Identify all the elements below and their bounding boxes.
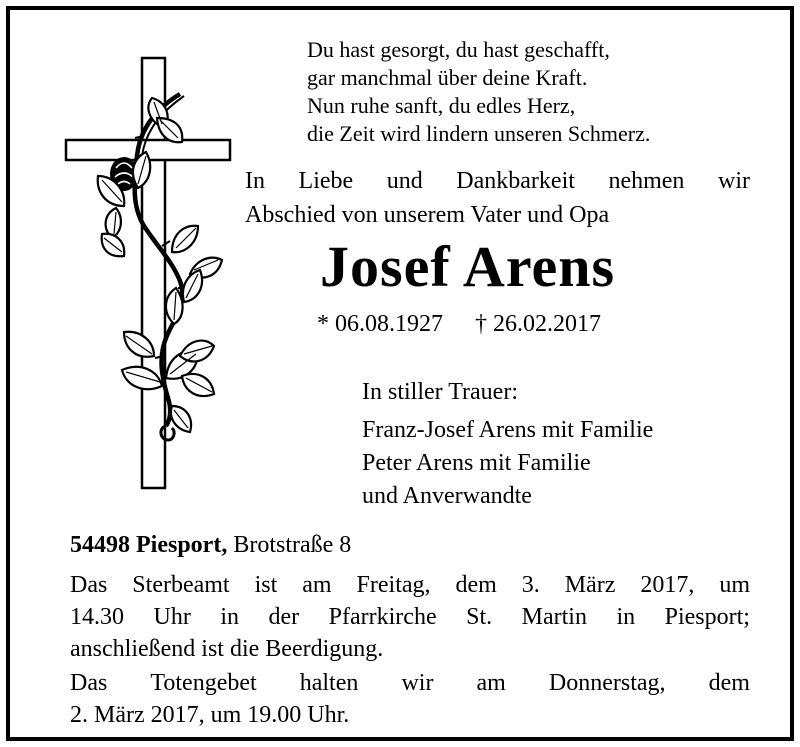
intro-word: Dankbarkeit bbox=[456, 168, 575, 194]
funeral-word: St. bbox=[466, 604, 493, 630]
funeral-word: 14.30 bbox=[70, 604, 124, 630]
intro-word: In bbox=[245, 168, 265, 194]
mourner-name: Peter Arens mit Familie bbox=[362, 450, 591, 476]
funeral-word: Uhr bbox=[153, 604, 191, 630]
deceased-name: Josef Arens bbox=[320, 234, 616, 299]
poem-line: die Zeit wird lindern unseren Schmerz. bbox=[307, 121, 651, 146]
intro-word: wir bbox=[717, 168, 750, 194]
funeral-line-2 bbox=[70, 601, 750, 633]
poem-line: Nun ruhe sanft, du edles Herz, bbox=[307, 93, 576, 118]
life-dates bbox=[317, 307, 601, 341]
prayer-line-2: 2. März 2017, um 19.00 Uhr. bbox=[70, 702, 350, 728]
funeral-info bbox=[70, 569, 750, 665]
address-street: Brotstraße 8 bbox=[233, 532, 352, 558]
mourning-title: In stiller Trauer: bbox=[362, 379, 518, 405]
death-date: † 26.02.2017 bbox=[475, 311, 601, 337]
prayer-word: Donnerstag, bbox=[548, 670, 666, 696]
funeral-word: 3. bbox=[521, 572, 540, 598]
funeral-word: am bbox=[302, 572, 332, 598]
mourners bbox=[362, 376, 653, 513]
funeral-word: der bbox=[268, 604, 300, 630]
prayer-word: Das bbox=[70, 670, 108, 696]
intro-word: und bbox=[386, 168, 423, 194]
obituary-notice bbox=[6, 6, 794, 741]
prayer-word: dem bbox=[708, 670, 750, 696]
mourner-name: und Anverwandte bbox=[362, 483, 532, 509]
funeral-line-3: anschließend ist die Beerdigung. bbox=[70, 636, 384, 662]
funeral-word: ist bbox=[254, 572, 278, 598]
intro-line-2: Abschied von unserem Vater und Opa bbox=[245, 202, 610, 228]
funeral-word: in bbox=[616, 604, 636, 630]
prayer-word: halten bbox=[299, 670, 359, 696]
cross-with-rose-icon bbox=[62, 56, 237, 496]
funeral-word: in bbox=[220, 604, 239, 630]
funeral-word: 2017, bbox=[640, 572, 695, 598]
poem bbox=[307, 36, 650, 148]
address bbox=[70, 528, 351, 562]
funeral-word: Martin bbox=[521, 604, 587, 630]
funeral-word: Das bbox=[70, 572, 108, 598]
poem-line: gar manchmal über deine Kraft. bbox=[307, 65, 588, 90]
mourner-name: Franz-Josef Arens mit Familie bbox=[362, 417, 654, 443]
intro-text bbox=[245, 164, 750, 232]
prayer-word: am bbox=[476, 670, 506, 696]
funeral-word: Freitag, bbox=[356, 572, 431, 598]
prayer-word: Totengebet bbox=[150, 670, 257, 696]
poem-line: Du hast gesorgt, du hast geschafft, bbox=[307, 37, 610, 62]
address-place: 54498 Piesport, bbox=[70, 532, 228, 558]
funeral-word: Pfarrkirche bbox=[328, 604, 437, 630]
intro-word: nehmen bbox=[608, 168, 685, 194]
intro-line-1 bbox=[245, 164, 750, 198]
funeral-word: um bbox=[719, 572, 750, 598]
prayer-word: wir bbox=[401, 670, 434, 696]
funeral-word: dem bbox=[455, 572, 497, 598]
prayer-line-1 bbox=[70, 667, 750, 699]
birth-date: * 06.08.1927 bbox=[317, 311, 443, 337]
funeral-word: März bbox=[564, 572, 616, 598]
funeral-line-1 bbox=[70, 569, 750, 601]
prayer-info bbox=[70, 667, 750, 731]
funeral-word: Piesport; bbox=[664, 604, 750, 630]
intro-word: Liebe bbox=[298, 168, 354, 194]
funeral-word: Sterbeamt bbox=[132, 572, 230, 598]
